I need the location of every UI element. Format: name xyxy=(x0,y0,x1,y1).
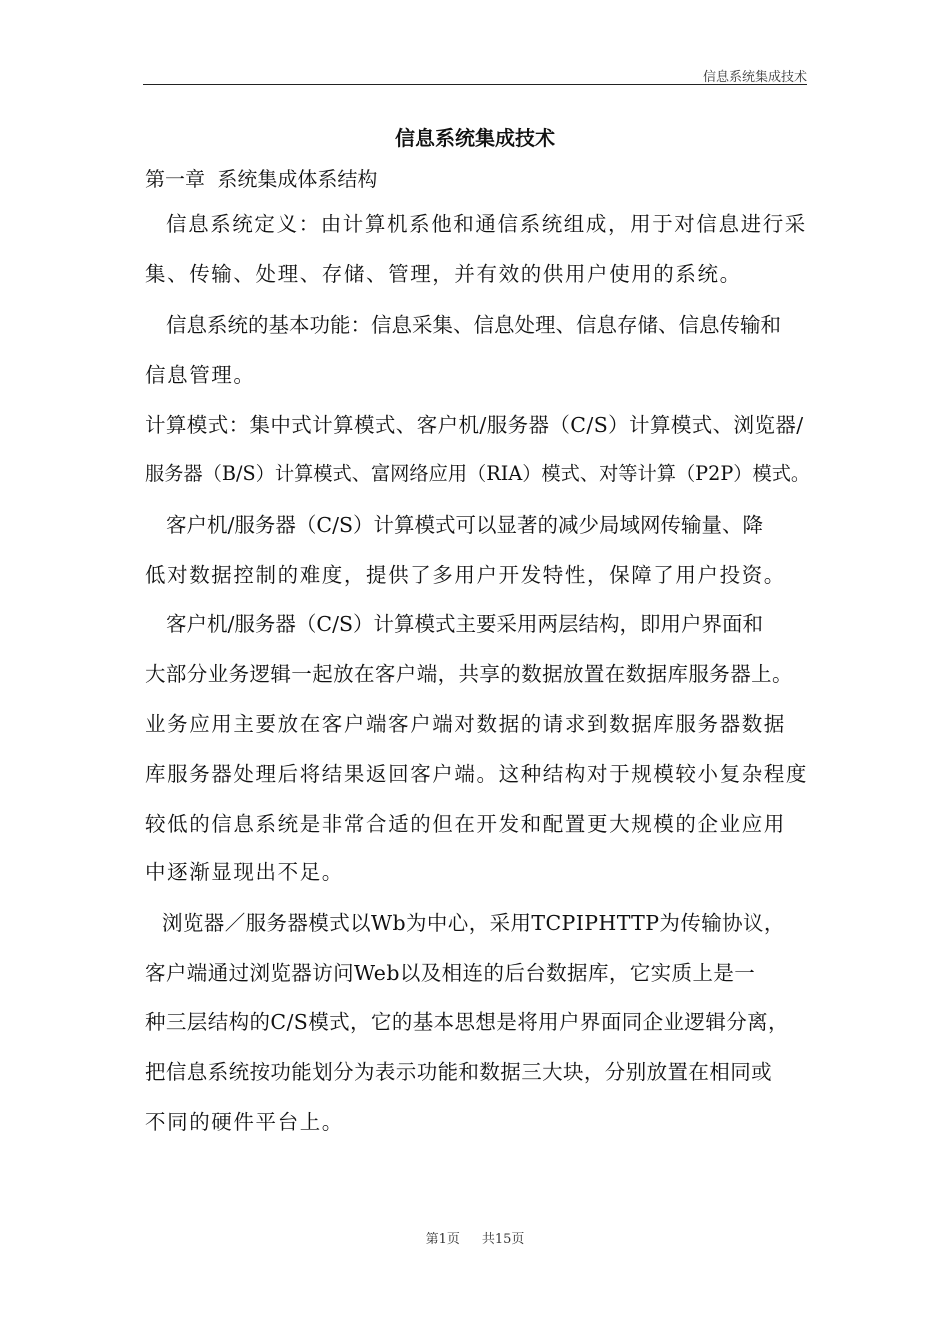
text-line: 较低的信息系统是非常合适的但在开发和配置更大规模的企业应用 xyxy=(145,812,786,836)
document-title: 信息系统集成技术 xyxy=(395,126,555,150)
text-line: 信息管理。 xyxy=(145,363,256,387)
text-line: 把信息系统按功能划分为表示功能和数据三大块，分别放置在相同或 xyxy=(145,1060,772,1084)
text-line: 客户端通过浏览器访问Web以及相连的后台数据库，它实质上是一 xyxy=(145,961,756,985)
text-line: 不同的硬件平台上。 xyxy=(145,1110,344,1134)
text-line: 低对数据控制的难度，提供了多用户开发特性，保障了用户投资。 xyxy=(145,563,786,587)
text-line: 集、传输、处理、存储、管理，并有效的供用户使用的系统。 xyxy=(145,262,742,286)
page-footer xyxy=(0,1228,950,1247)
text-line: 服务器（B/S）计算模式、富网络应用（RIA）模式、对等计算（P2P）模式。 xyxy=(145,462,811,485)
text-line: 种三层结构的C/S模式，它的基本思想是将用户界面同企业逻辑分离， xyxy=(145,1010,789,1034)
text-line: 业务应用主要放在客户端客户端对数据的请求到数据库服务器数据 xyxy=(145,712,786,736)
text-line: 信息系统定义：由计算机系他和通信系统组成，用于对信息进行采 xyxy=(166,212,807,236)
page-total: 共15页 xyxy=(481,1232,525,1247)
text-line: 计算模式：集中式计算模式、客户机/服务器（C/S）计算模式、浏览器/ xyxy=(145,413,804,437)
text-line: 浏览器／服务器模式以Wb为中心，采用TCPIPHTTP为传输协议， xyxy=(162,911,785,935)
text-line: 信息系统的基本功能：信息采集、信息处理、信息存储、信息传输和 xyxy=(166,313,781,337)
page-number: 第1页 xyxy=(425,1232,460,1247)
text-line: 大部分业务逻辑一起放在客户端，共享的数据放置在数据库服务器上。 xyxy=(145,662,793,686)
text-line: 客户机/服务器（C/S）计算模式可以显著的减少局域网传输量、降 xyxy=(166,513,764,537)
text-line: 中逐渐显现出不足。 xyxy=(145,860,344,884)
running-header: 信息系统集成技术 xyxy=(702,70,807,85)
header-divider xyxy=(143,84,807,85)
text-line: 库服务器处理后将结果返回客户端。这种结构对于规模较小复杂程度 xyxy=(145,762,808,786)
text-line: 客户机/服务器（C/S）计算模式主要采用两层结构，即用户界面和 xyxy=(166,612,764,636)
chapter-heading: 第一章 系统集成体系结构 xyxy=(145,167,378,191)
